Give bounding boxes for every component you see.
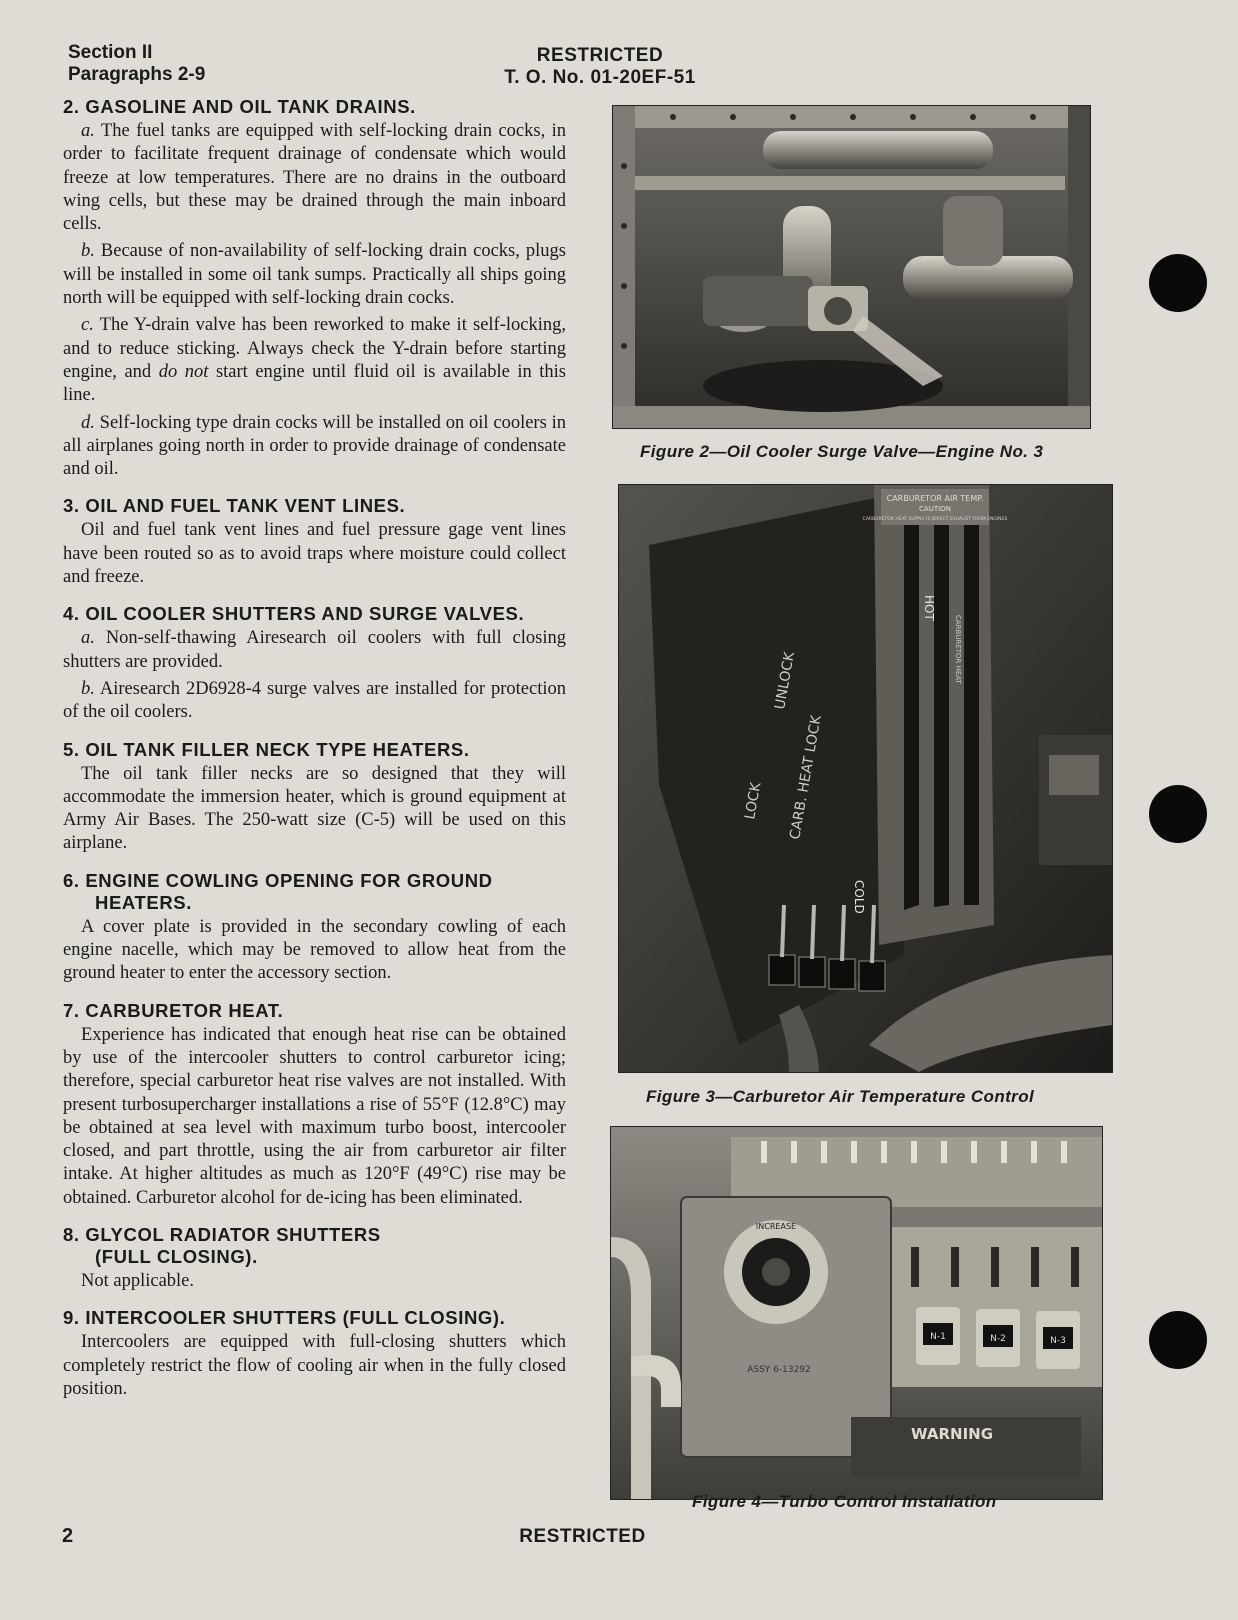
- section-6: [63, 870, 566, 986]
- paragraph: Not applicable.: [81, 1270, 195, 1291]
- oil-cooler-surge-valve-image: [613, 106, 1090, 428]
- cold-label: COLD: [852, 880, 866, 914]
- figure-3-caption: Figure 3—Carburetor Air Temperature Control: [646, 1087, 1035, 1106]
- section-4: [63, 603, 566, 724]
- paragraph: A cover plate is provided in the secondary cowling of each engine nacelle, which may be removed to allow heat from the ground heater to enter the accessory section.: [63, 916, 566, 984]
- placard-caution: CAUTION: [919, 505, 951, 513]
- hot-label: HOT: [922, 595, 936, 621]
- placard-title: CARBURETOR AIR TEMP.: [886, 494, 984, 503]
- text-column: [63, 96, 566, 1415]
- figure-4-caption: Figure 4—Turbo Control Installation: [692, 1492, 997, 1511]
- paragraph: b. Airesearch 2D6928-4 surge valves are installed for protection of the oil coolers.: [63, 678, 566, 723]
- section-title: 5. OIL TANK FILLER NECK TYPE HEATERS.: [63, 738, 470, 760]
- section-8: [63, 1224, 566, 1293]
- paragraph: The oil tank filler necks are so designed that they will accommodate the immersion heater, which is ground equipment at Army Air Bases. The 250-watt size (C-5) will be used on this airplane.: [63, 763, 566, 854]
- turbo-control-installation-image: [611, 1127, 1102, 1499]
- section-title: 8. GLYCOL RADIATOR SHUTTERS (FULL CLOSING).: [63, 1223, 381, 1267]
- figure-4-photo: [610, 1126, 1103, 1500]
- carburetor-air-temperature-control-image: [619, 485, 1112, 1072]
- figure-3-photo: [618, 484, 1113, 1073]
- page-number: 2: [62, 1525, 74, 1547]
- paragraph: b. Because of non-availability of self-locking drain cocks, plugs will be installed in some oil tank sumps. Practically all ships going north will be equipped with self-locking drain cocks.: [63, 241, 566, 309]
- section-label: Section II: [68, 42, 153, 63]
- unlock-label: UNLOCK: [772, 650, 799, 711]
- section-3: [63, 495, 566, 589]
- section-title: 6. ENGINE COWLING OPENING FOR GROUND HEATERS.: [63, 869, 493, 913]
- section-9: [63, 1307, 566, 1401]
- warning-label: WARNING: [911, 1425, 994, 1443]
- header-classification: RESTRICTED: [536, 45, 664, 66]
- paragraph: Experience has indicated that enough heat rise can be obtained by use of the intercooler shutters to control carburetor icing; therefore, special carburetor heat rise valves are not installed. With present turbosupercharger installations a rise of 55°F (12.8°C) may be obtained at sea level with maximum turbo boost, intercooler closed, and part throttle, using the air from carburetor air filter intake. At higher altitudes as much as 120°F (49°C) rise may be obtained. Carburetor alcohol for de-icing has been eliminated.: [63, 1024, 566, 1208]
- lock-label: LOCK: [742, 781, 765, 821]
- carburetor-heat-label: CARBURETOR HEAT: [954, 615, 962, 684]
- paragraph: Oil and fuel tank vent lines and fuel pressure gage vent lines have been routed so as to avoid traps where moisture could collect and freeze.: [63, 520, 566, 588]
- carb-heat-lock-label: CARB. HEAT LOCK: [787, 714, 825, 841]
- paragraph: d. Self-locking type drain cocks will be installed on oil coolers in all airplanes going north in order to provide drainage of condensate and oil.: [63, 412, 566, 480]
- binder-hole: [1149, 785, 1207, 843]
- binder-hole: [1149, 254, 1207, 312]
- section-title: 7. CARBURETOR HEAT.: [63, 999, 284, 1021]
- assembly-plate-label: ASSY 6-13292: [747, 1365, 811, 1375]
- paragraph: a. Non-self-thawing Airesearch oil coolers with full closing shutters are provided.: [63, 628, 566, 672]
- section-5: [63, 739, 566, 856]
- paragraph: a. The fuel tanks are equipped with self-locking drain cocks, in order to facilitate frequent drainage of condensate which would freeze at low temperatures. There are no drains in the outboard wing cells, but these may be drained through the main inboard cells.: [63, 121, 566, 235]
- n1-label: N-1: [930, 1332, 946, 1342]
- header-left: [68, 42, 205, 86]
- placard-text: CARBURETOR HEAT SUPPLY IS DIRECT EXHAUST FROM ENGINES: [862, 517, 1008, 522]
- section-title: 4. OIL COOLER SHUTTERS AND SURGE VALVES.: [63, 603, 525, 625]
- section-2: [63, 96, 566, 481]
- header-center: [470, 45, 730, 89]
- technical-order-number: T. O. No. 01-20EF-51: [504, 67, 696, 88]
- binder-hole: [1149, 1311, 1207, 1369]
- n3-label: N-3: [1050, 1336, 1066, 1346]
- n2-label: N-2: [990, 1334, 1006, 1344]
- section-7: [63, 1000, 566, 1210]
- dial-increase-label: INCREASE: [755, 1222, 797, 1231]
- section-title: 2. GASOLINE AND OIL TANK DRAINS.: [63, 96, 416, 117]
- paragraph: Intercoolers are equipped with full-closing shutters which completely restrict the flow of cooling air when in the fully closed position.: [63, 1332, 566, 1399]
- paragraphs-label: Paragraphs 2-9: [68, 64, 206, 85]
- paragraph: c. The Y-drain valve has been reworked to make it self-locking, and to reduce sticking. Always check the Y-drain before starting engine, and do not start engine until fluid oil is available in this line.: [63, 315, 566, 406]
- section-title: 9. INTERCOOLER SHUTTERS (FULL CLOSING).: [63, 1307, 506, 1329]
- figure-2-photo: [612, 105, 1091, 429]
- footer-classification: RESTRICTED: [519, 1526, 646, 1547]
- section-title: 3. OIL AND FUEL TANK VENT LINES.: [63, 495, 406, 517]
- figure-2-caption: Figure 2—Oil Cooler Surge Valve—Engine No. 3: [640, 442, 1044, 461]
